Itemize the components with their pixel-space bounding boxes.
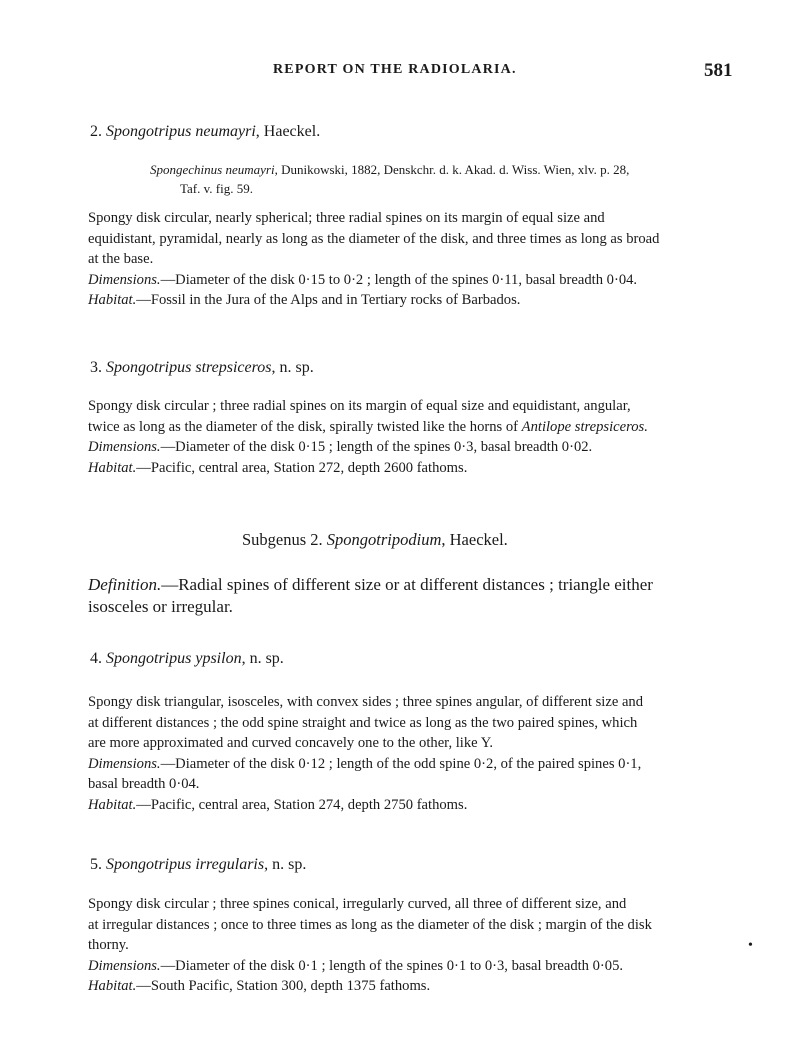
species-reference: Antilope strepsiceros. <box>521 418 648 435</box>
subgenus-prefix: Subgenus 2. <box>242 530 327 549</box>
dimensions-label: Dimensions. <box>88 957 161 974</box>
dimensions-label: Dimensions. <box>88 755 161 772</box>
synonym-name: Spongechinus neumayri <box>150 162 275 177</box>
species-5-description <box>88 894 740 997</box>
description-line: Spongy disk circular ; three radial spines on its margin of equal size and equidistant, angular, <box>88 398 631 414</box>
habitat-text: —South Pacific, Station 300, depth 1375 fathoms. <box>136 978 431 994</box>
species-5-author: , n. sp. <box>264 856 307 873</box>
dimensions-text: —Diameter of the disk 0·15 to 0·2 ; length of the spines 0·11, basal breadth 0·04. <box>160 271 638 288</box>
species-2-heading <box>90 121 742 143</box>
description-line: thorny. <box>88 937 129 953</box>
print-artifact-dot: • <box>748 938 753 953</box>
description-line: Spongy disk circular ; three spines conical, irregularly curved, all three of different size, and <box>88 896 627 912</box>
dimensions-text: —Diameter of the disk 0·15 ; length of the spines 0·3, basal breadth 0·02. <box>160 439 593 455</box>
synonym-reference-continued: Taf. v. fig. 59. <box>180 181 253 196</box>
running-head <box>0 60 800 84</box>
habitat-label: Habitat. <box>88 459 137 476</box>
habitat-text: —Pacific, central area, Station 274, depth 2750 fathoms. <box>136 796 468 813</box>
species-3-number: 3. <box>90 359 102 376</box>
species-2-number: 2. <box>90 123 102 140</box>
habitat-text: —Fossil in the Jura of the Alps and in Tertiary rocks of Barbados. <box>136 292 521 308</box>
description-line: equidistant, pyramidal, nearly as long as the diameter of the disk, and three times as long as broad <box>88 230 660 247</box>
species-3-name: Spongotripus strepsiceros <box>106 359 272 376</box>
habitat-text: —Pacific, central area, Station 272, depth 2600 fathoms. <box>136 459 468 476</box>
species-4-heading <box>90 648 742 670</box>
description-line: are more approximated and curved concavely one to the other, like Y. <box>88 735 494 751</box>
species-2-name: Spongotripus neumayri <box>106 123 256 140</box>
species-3-author: , n. sp. <box>271 359 314 376</box>
description-line: Spongy disk circular, nearly spherical; three radial spines on its margin of equal size and <box>88 210 605 226</box>
species-2-description <box>88 208 740 311</box>
subgenus-heading <box>242 530 508 550</box>
definition-label: Definition. <box>88 575 162 594</box>
habitat-label: Habitat. <box>88 292 137 308</box>
dimensions-text-continued: basal breadth 0·04. <box>88 776 200 792</box>
description-line: at irregular distances ; once to three times as long as the diameter of the disk ; margin of the disk <box>88 916 652 933</box>
definition-text: —Radial spines of different size or at different distances ; triangle either <box>161 575 653 594</box>
definition <box>88 574 743 618</box>
description-line: at the base. <box>88 251 154 267</box>
species-5-number: 5. <box>90 856 102 873</box>
species-4-name: Spongotripus ypsilon <box>106 650 242 667</box>
page-number: 581 <box>704 60 733 81</box>
habitat-label: Habitat. <box>88 796 137 813</box>
species-5-heading <box>90 854 742 876</box>
species-4-description <box>88 692 740 815</box>
subgenus-name: Spongotripodium <box>326 530 442 549</box>
species-3-heading <box>90 357 742 379</box>
species-2-author: , Haeckel. <box>255 123 321 140</box>
species-2-synonymy <box>150 160 746 198</box>
description-line: twice as long as the diameter of the disk, spirally twisted like the horns of <box>88 418 522 435</box>
habitat-label: Habitat. <box>88 978 137 994</box>
species-3-description <box>88 396 740 478</box>
dimensions-text: —Diameter of the disk 0·1 ; length of the spines 0·1 to 0·3, basal breadth 0·05. <box>160 957 624 974</box>
description-line: at different distances ; the odd spine straight and twice as long as the two paired spines, which <box>88 714 638 731</box>
species-4-author: , n. sp. <box>241 650 284 667</box>
running-title: REPORT ON THE RADIOLARIA. <box>273 62 517 77</box>
description-line: Spongy disk triangular, isosceles, with convex sides ; three spines angular, of different size and <box>88 694 644 710</box>
dimensions-text: —Diameter of the disk 0·12 ; length of the odd spine 0·2, of the paired spines 0·1, <box>160 755 642 772</box>
species-5-name: Spongotripus irregularis <box>106 856 265 873</box>
dimensions-label: Dimensions. <box>88 271 161 288</box>
species-4-number: 4. <box>90 650 102 667</box>
dimensions-label: Dimensions. <box>88 439 161 455</box>
subgenus-author: , Haeckel. <box>441 530 508 549</box>
synonym-reference: , Dunikowski, 1882, Denskchr. d. k. Akad. d. Wiss. Wien, xlv. p. 28, <box>274 162 630 177</box>
definition-text-continued: isosceles or irregular. <box>88 597 233 616</box>
